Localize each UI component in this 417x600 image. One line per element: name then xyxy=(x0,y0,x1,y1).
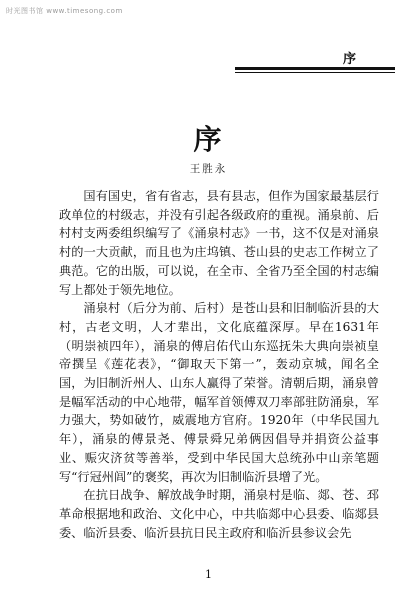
running-head: 序 xyxy=(342,52,357,67)
author-name: 王胜永 xyxy=(189,163,228,175)
paragraph: 涌泉村（后分为前、后村）是苍山县和旧制临沂县的大村，古老文明，人才辈出，文化底蕴深厚。早在1631年（明崇祯四年），涌泉的傅启佑代山东巡抚朱大典向崇祯皇帝撰呈《莲花表》，“御取天下第一”，轰动京城，闻名全国，为旧制沂州人、山东人赢得了荣誉。清朝后期，涌泉曾是幅军活动的中心地带，幅军首领傅双刀率部驻防涌泉，军力强大，势如破竹，威震地方官府。1920年（中华民国九年），涌泉的傅景尧、傅景舜兄弟俩因倡导并捐资公益事业、赈灾济贫等善举，受到中华民国大总统孙中山亲笔题写“行冠州闾”的褒奖，再次为旧制临沂县增了光。 xyxy=(59,301,379,484)
watermark-text: 时光图书馆 www.timesong.com xyxy=(6,7,123,15)
header-rule-thin xyxy=(235,72,395,73)
paragraph: 在抗日战争、解放战争时期，涌泉村是临、郯、苍、邳革命根据地和政治、文化中心，中共临郯中心县委、临郯县委、临沂县委、临沂县抗日民主政府和临沂县参议会先 xyxy=(59,488,379,540)
paragraph: 国有国史，省有省志，县有县志，但作为国家最基层行政单位的村级志，并没有引起各级政府的重视。涌泉前、后村村支两委组织编写了《涌泉村志》一书，这不仅是对涌泉村的一大贡献，而且也为庄坞镇、苍山县的史志工作树立了典范。它的出版，可以说，在全市、全省乃至全国的村志编写上都处于领先地位。 xyxy=(59,189,379,297)
body-text xyxy=(59,187,379,542)
page-title: 序 xyxy=(193,123,224,156)
header-rule-thick xyxy=(235,67,395,70)
page-number: 1 xyxy=(205,568,212,581)
